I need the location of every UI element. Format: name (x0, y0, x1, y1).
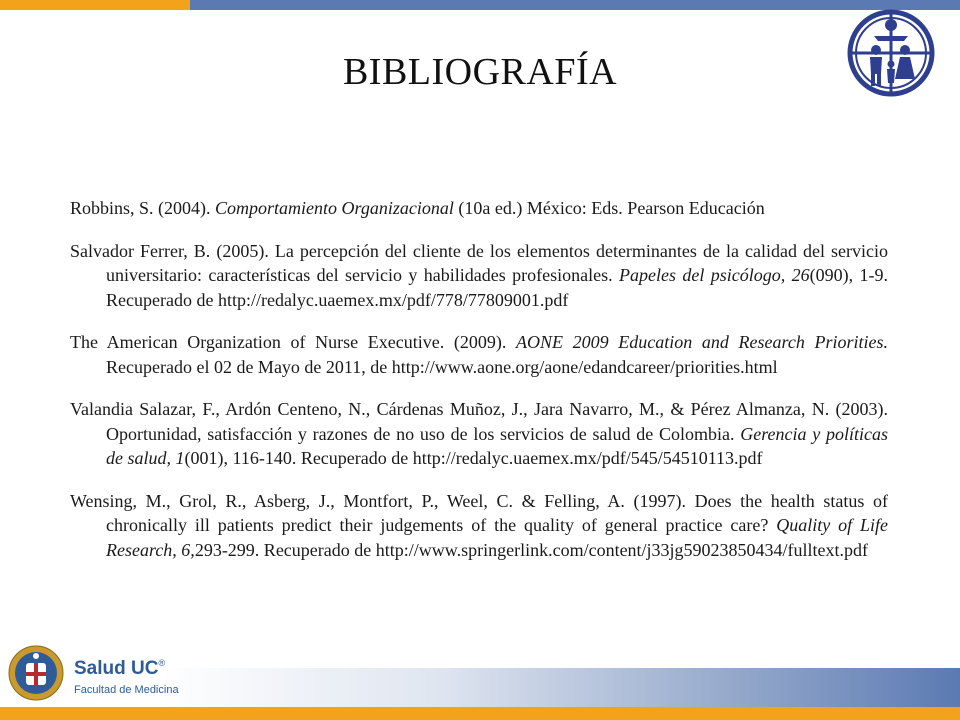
reference-link[interactable]: http://www.springerlink.com/content/j33jg59023850434/fulltext.pdf (375, 539, 869, 560)
salud-uc-logo (4, 640, 179, 706)
brand-name: Salud UC® (74, 658, 166, 679)
reference-link[interactable]: http://www.aone.org/aone/edandcareer/priorities.html (391, 356, 778, 377)
page-title: BIBLIOGRAFÍA (342, 51, 618, 93)
top-accent-bar-orange (0, 0, 190, 10)
bibliography-entry: Robbins, S. (2004). Comportamiento Organizacional (10a ed.) México: Eds. Pearson Educación (70, 198, 765, 218)
faculty-name: Facultad de Medicina (74, 684, 179, 696)
bibliography-entry: The American Organization of Nurse Executive. (2009). AONE 2009 Education and Research Priorities. Recuperado el 02 de Mayo de 2011, de http://www.aone.org/aone/edandcareer/priorities.html (70, 332, 889, 377)
university-crest-icon (8, 644, 64, 702)
bibliography-entry: Valandia Salazar, F., Ardón Centeno, N., Cárdenas Muñoz, J., Jara Navarro, M., & Pérez Almanza, N. (2003). Oportunidad, satisfacción y razones de no uso de los servicios de salud de Colombia. Gerencia y políticas de salud, 1(001), 116-140. Recuperado de http://redalyc.uaemex.mx/pdf/545/54510113.pdf (70, 399, 888, 468)
footer-accent-bar-orange (0, 707, 960, 720)
bibliography-entry: Wensing, M., Grol, R., Asberg, J., Montfort, P., Weel, C. & Felling, A. (1997). Does the health status of chronically ill patients predict their judgements of the quality of general practice care? Quality of Life Research, 6,293-299. Recuperado de http://www.springerlink.com/content/j33jg59023850434/fulltext.pdf (70, 490, 888, 560)
top-accent-bar-blue (190, 0, 960, 10)
reference-link[interactable]: http://redalyc.uaemex.mx/pdf/545/54510113.pdf (412, 448, 763, 468)
bibliography-list (70, 178, 888, 566)
reference-link[interactable]: http://redalyc.uaemex.mx/pdf/778/77809001.pdf (217, 289, 569, 310)
bibliography-entry: Salvador Ferrer, B. (2005). La percepción del cliente de los elementos determinantes de la calidad del servicio universitario: características del servicio y habilidades profesionales. Papeles del psicólogo, 26(090), 1-9. Recuperado de http://redalyc.uaemex.mx/pdf/778/77809001.pdf (70, 240, 889, 310)
